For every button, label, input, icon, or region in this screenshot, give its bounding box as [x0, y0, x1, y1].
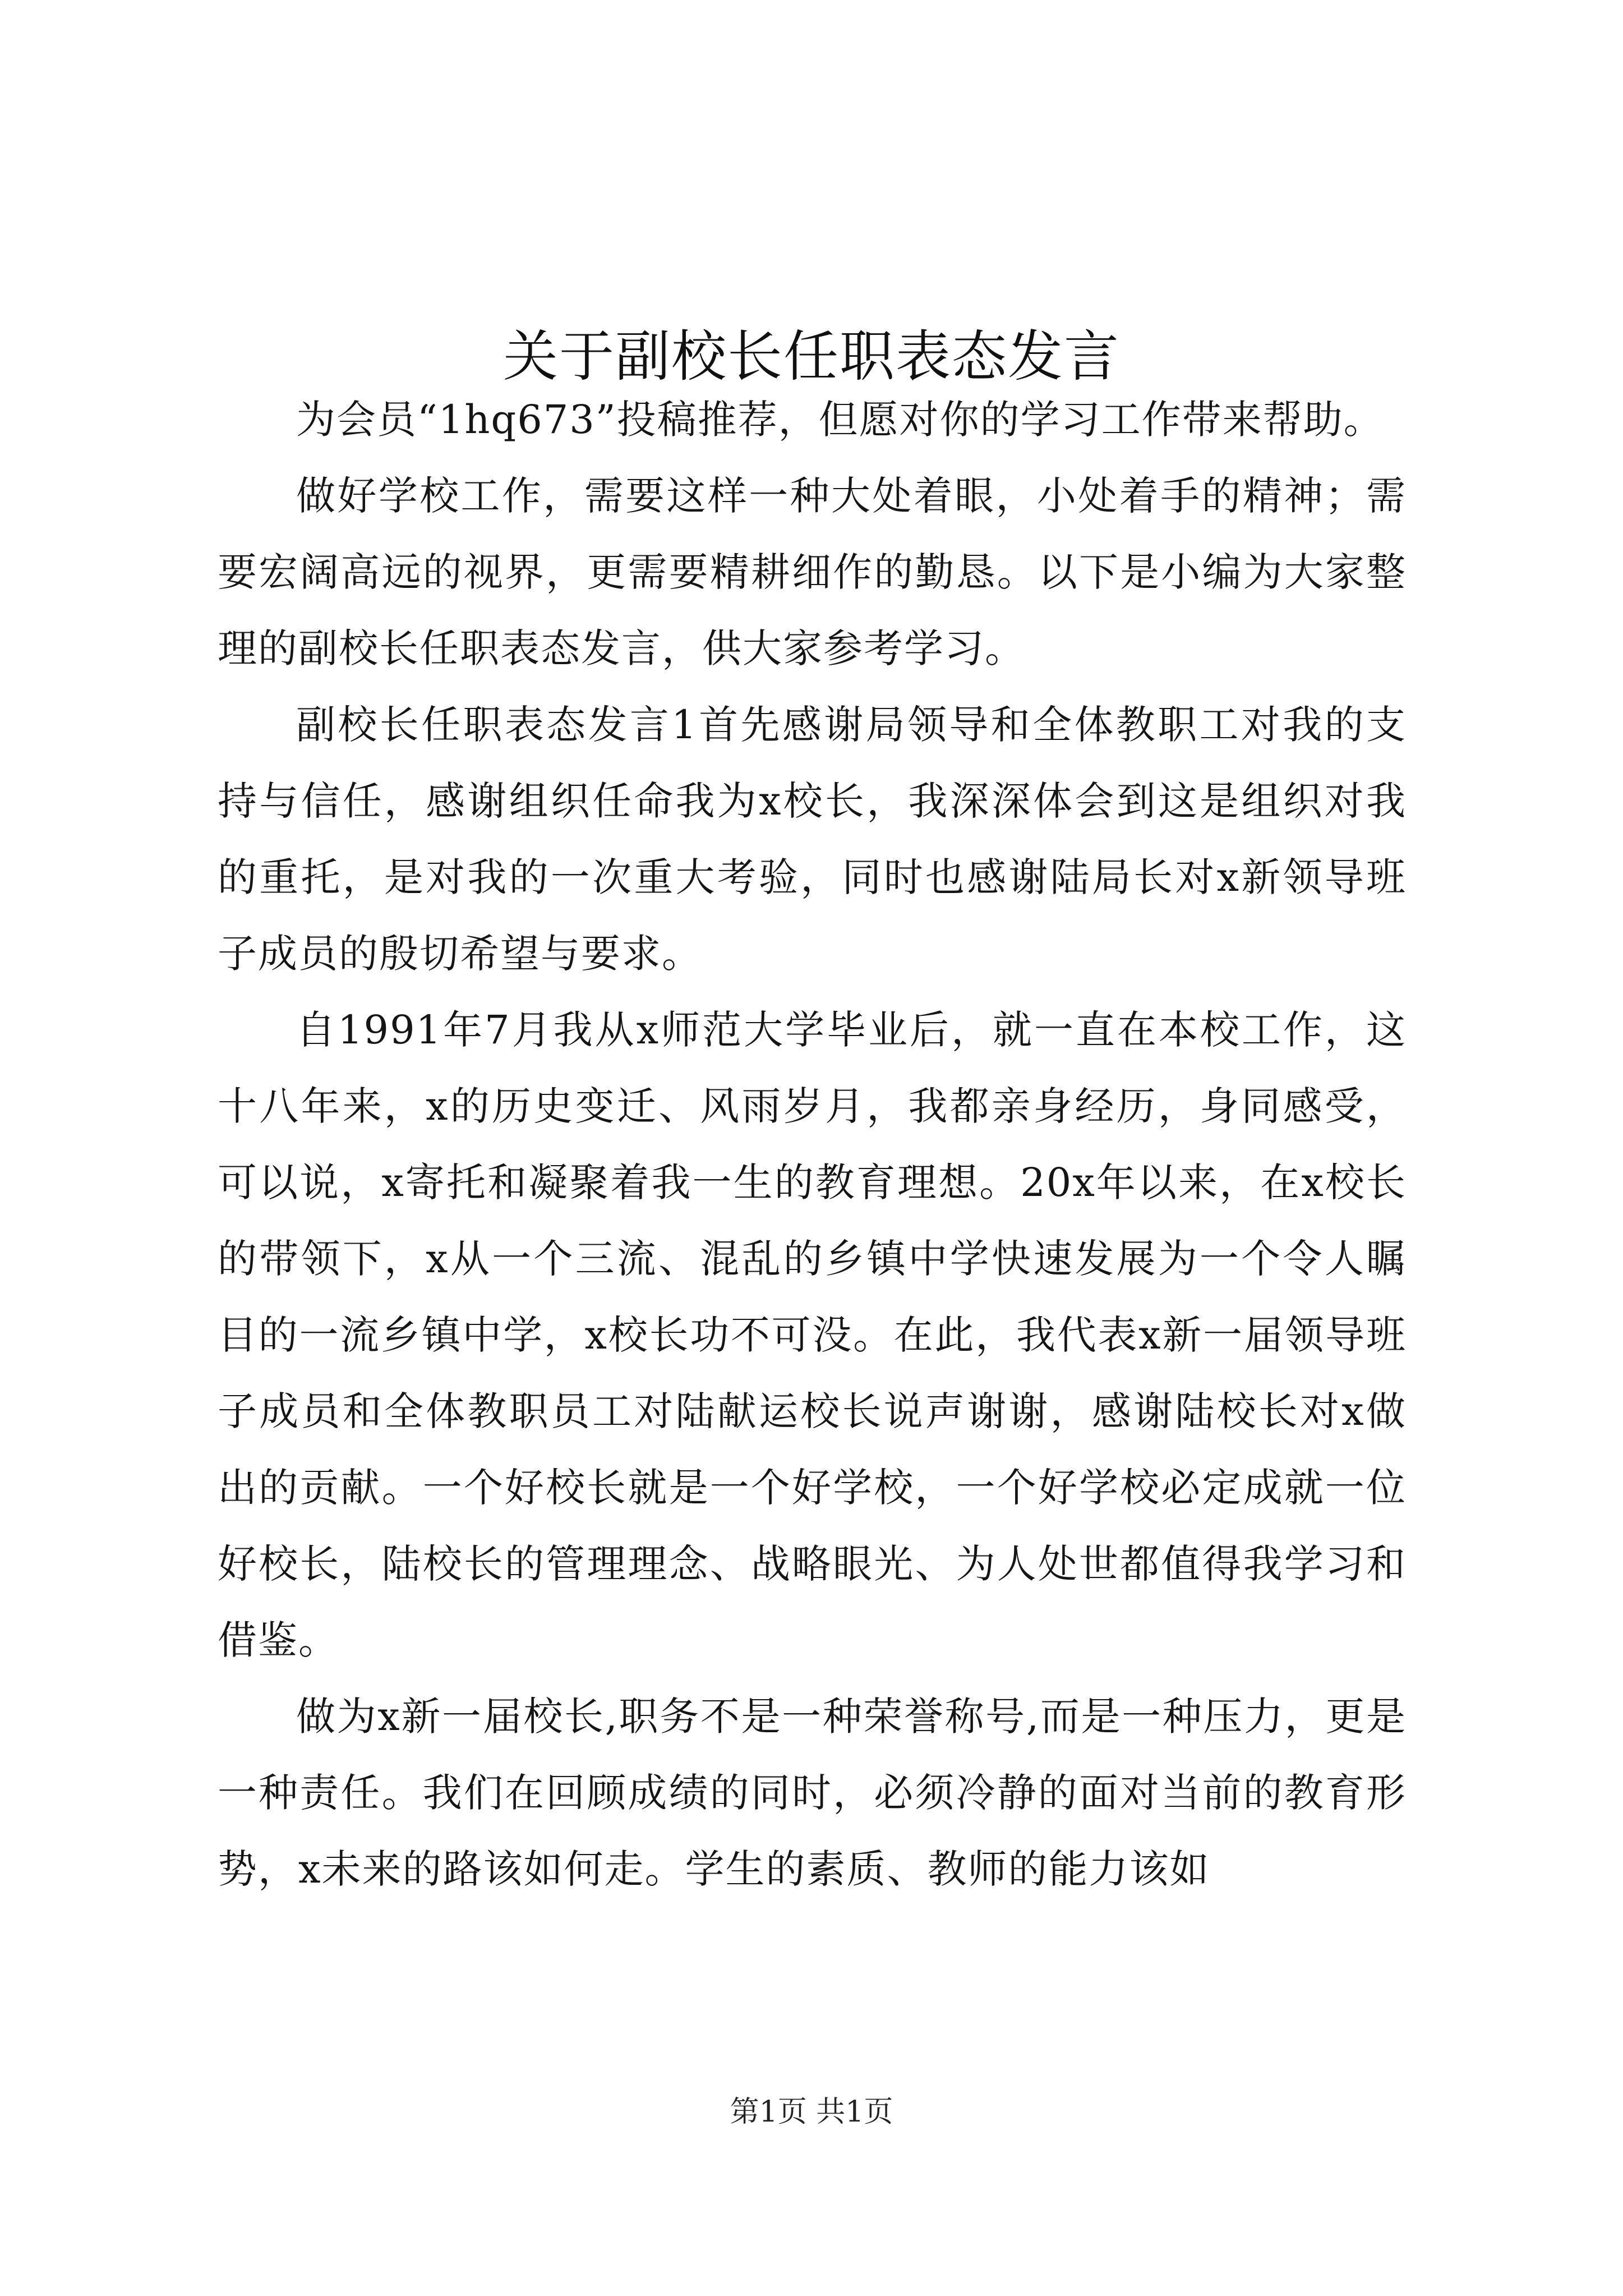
paragraph-contributor-note: 为会员“1hq673”投稿推荐，但愿对你的学习工作带来帮助。 — [296, 397, 1384, 443]
page-footer: 第1页 共1页 — [730, 2095, 893, 2129]
paragraph-introduction: 做好学校工作，需要这样一种大处着眼，小处着手的精神；需要宏阔高远的视界，更需要精耕细作的勤恳。以下是小编为大家整理的副校长任职表态发言，供大家参考学习。 — [218, 473, 1407, 671]
paragraph-responsibility: 做为x新一届校长,职务不是一种荣誉称号,而是一种压力，更是一种责任。我们在回顾成绩的同时，必须冷静的面对当前的教育形势，x未来的路该如何走。学生的素质、教师的能力该如 — [218, 1694, 1407, 1892]
document-title: 关于副校长任职表态发言 — [502, 324, 1120, 389]
paragraph-school-history: 自1991年7月我从x师范大学毕业后，就一直在本校工作，这十八年来，x的历史变迁、风雨岁月，我都亲身经历，身同感受，可以说，x寄托和凝聚着我一生的教育理想。20x年以来，在x校长的带领下，x从一个三流、混乱的乡镇中学快速发展为一个令人瞩目的一流乡镇中学，x校长功不可没。在此，我代表x新一届领导班子成员和全体教职员工对陆献运校长说声谢谢，感谢陆校长对x做出的贡献。一个好校长就是一个好学校，一个好学校必定成就一位好校长，陆校长的管理理念、战略眼光、为人处世都值得我学习和借鉴。 — [218, 1007, 1407, 1663]
document-body — [218, 381, 1407, 1907]
paragraph-thanks: 副校长任职表态发言1首先感谢局领导和全体教职工对我的支持与信任，感谢组织任命我为x校长，我深深体会到这是组织对我的重托，是对我的一次重大考验，同时也感谢陆局长对x新领导班子成员的殷切希望与要求。 — [218, 702, 1407, 977]
